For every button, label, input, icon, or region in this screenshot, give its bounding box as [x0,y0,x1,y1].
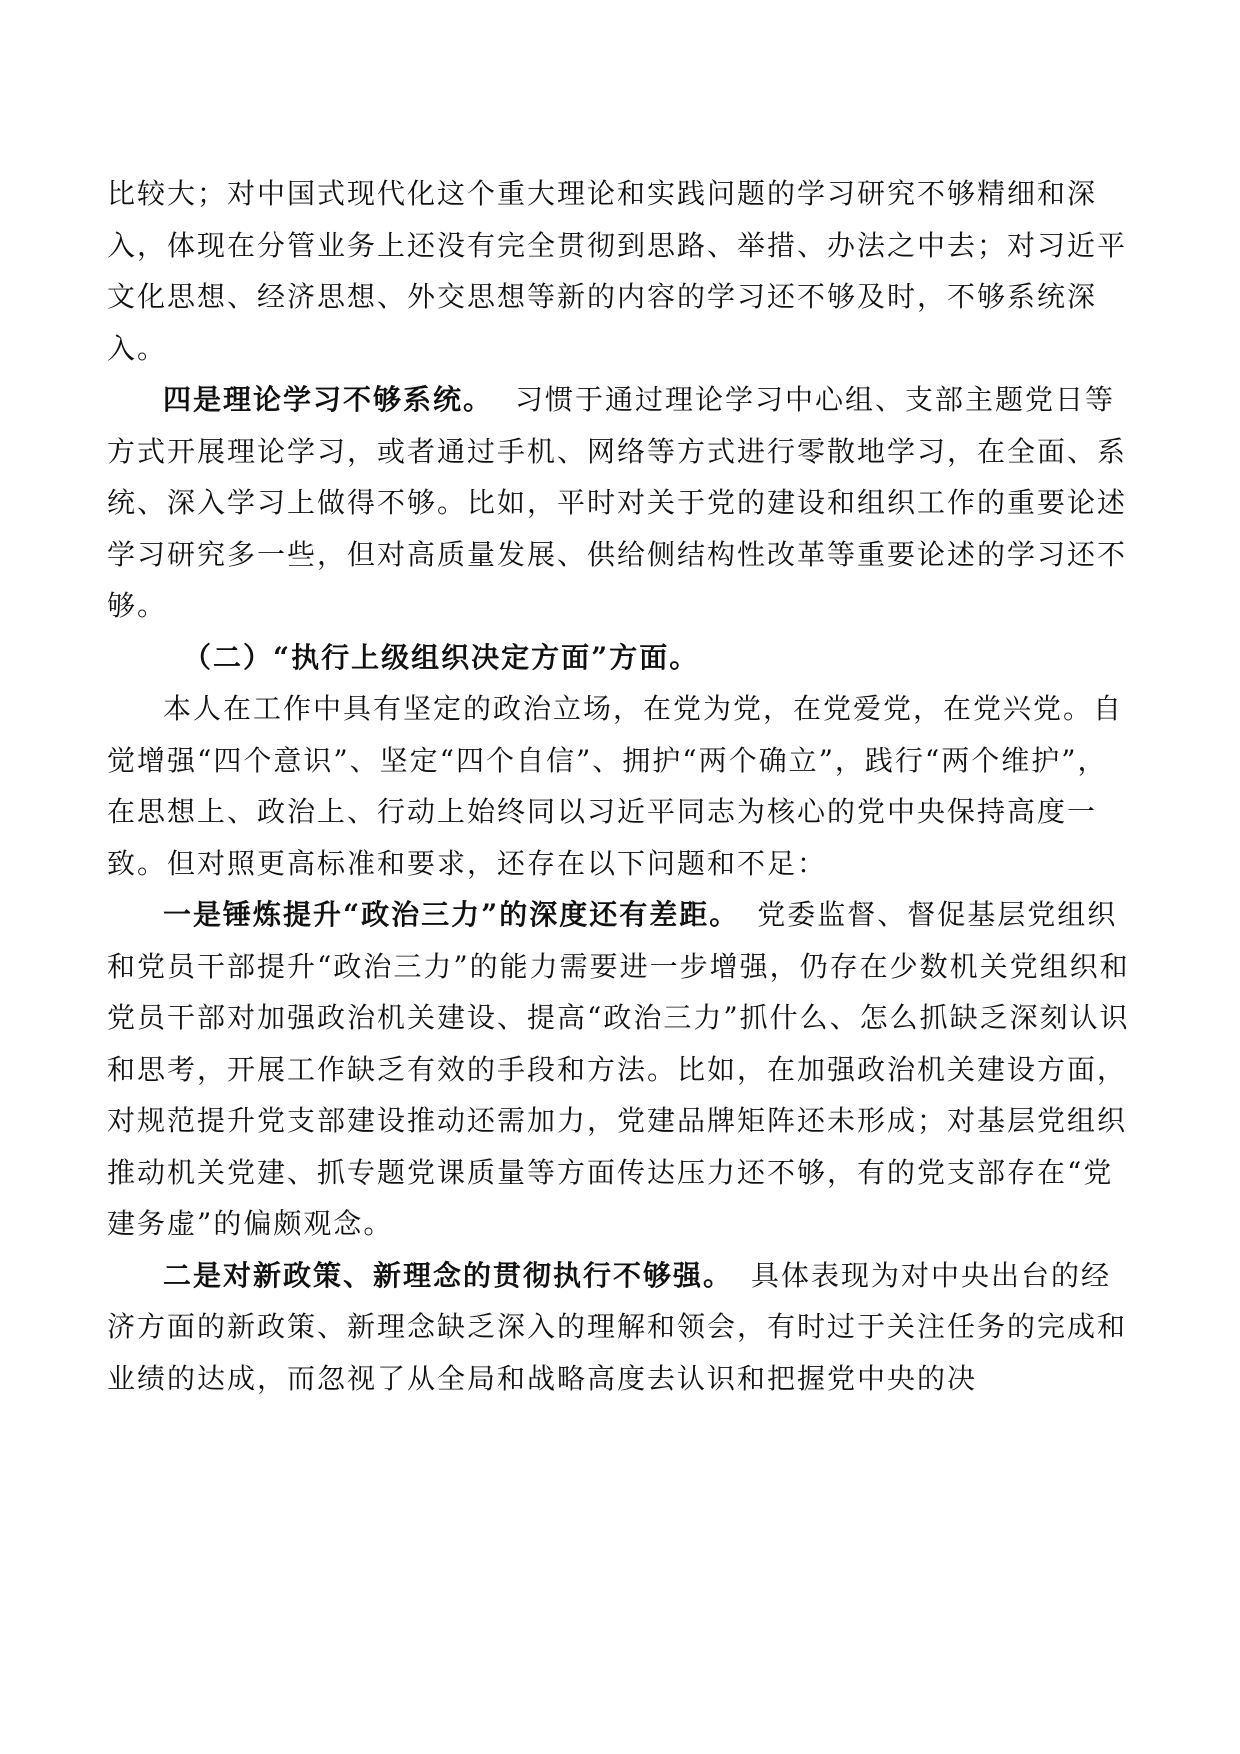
paragraph-intro [107,683,1137,889]
paragraph-text: 具体表现为对中央出台的经济方面的新政策、新理念缺乏深入的理解和领会，有时过于关注任务的完成和业绩的达成，而忽视了从全局和战略高度去认识和把握党中央的决 [107,1258,1128,1395]
paragraph-lead: 四是理论学习不够系统。 [163,383,494,416]
section-heading: （二）“执行上级组织决定方面”方面。 [183,640,700,674]
paragraph-text: 比较大；对中国式现代化这个重大理论和实践问题的学习研究不够精细和深入，体现在分管业务上还没有完全贯彻到思路、举措、办法之中去；对习近平文化思想、经济思想、外交思想等新的内容的学习还不够及时，不够系统深入。 [107,177,1128,365]
paragraph-text: 本人在工作中具有坚定的政治立场，在党为党，在党爱党，在党兴党。自觉增强“四个意识”、坚定“四个自信”、拥护“两个确立”，践行“两个维护”，在思想上、政治上、行动上始终同以习近平同志为核心的党中央保持高度一致。但对照更高标准和要求，还存在以下问题和不足： [107,692,1124,880]
paragraph-point-two [107,1250,1137,1405]
paragraph-lead: 一是锤炼提升“政治三力”的深度还有差距。 [163,898,740,931]
paragraph-point-one [107,889,1137,1250]
paragraph-continuation [107,168,1137,374]
paragraph-point-four [107,374,1137,632]
document-body [107,168,1137,1404]
paragraph-text: 习惯于通过理论学习中心组、支部主题党日等方式开展理论学习，或者通过手机、网络等方式进行零散地学习，在全面、系统、深入学习上做得不够。比如，平时对关于党的建设和组织工作的重要论述学习研究多一些，但对高质量发展、供给侧结构性改革等重要论述的学习还不够。 [107,383,1128,622]
paragraph-text: 党委监督、督促基层党组织和党员干部提升“政治三力”的能力需要进一步增强，仍存在少数机关党组织和党员干部对加强政治机关建设、提高“政治三力”抓什么、怎么抓缺乏深刻认识和思考，开展工作缺乏有效的手段和方法。比如，在加强政治机关建设方面，对规范提升党支部建设推动还需加力，党建品牌矩阵还未形成；对基层党组织推动机关党建、抓专题党课质量等方面传达压力还不够，有的党支部存在“党建务虚”的偏颇观念。 [107,898,1130,1240]
paragraph-lead: 二是对新政策、新理念的贯彻执行不够强。 [163,1258,734,1292]
